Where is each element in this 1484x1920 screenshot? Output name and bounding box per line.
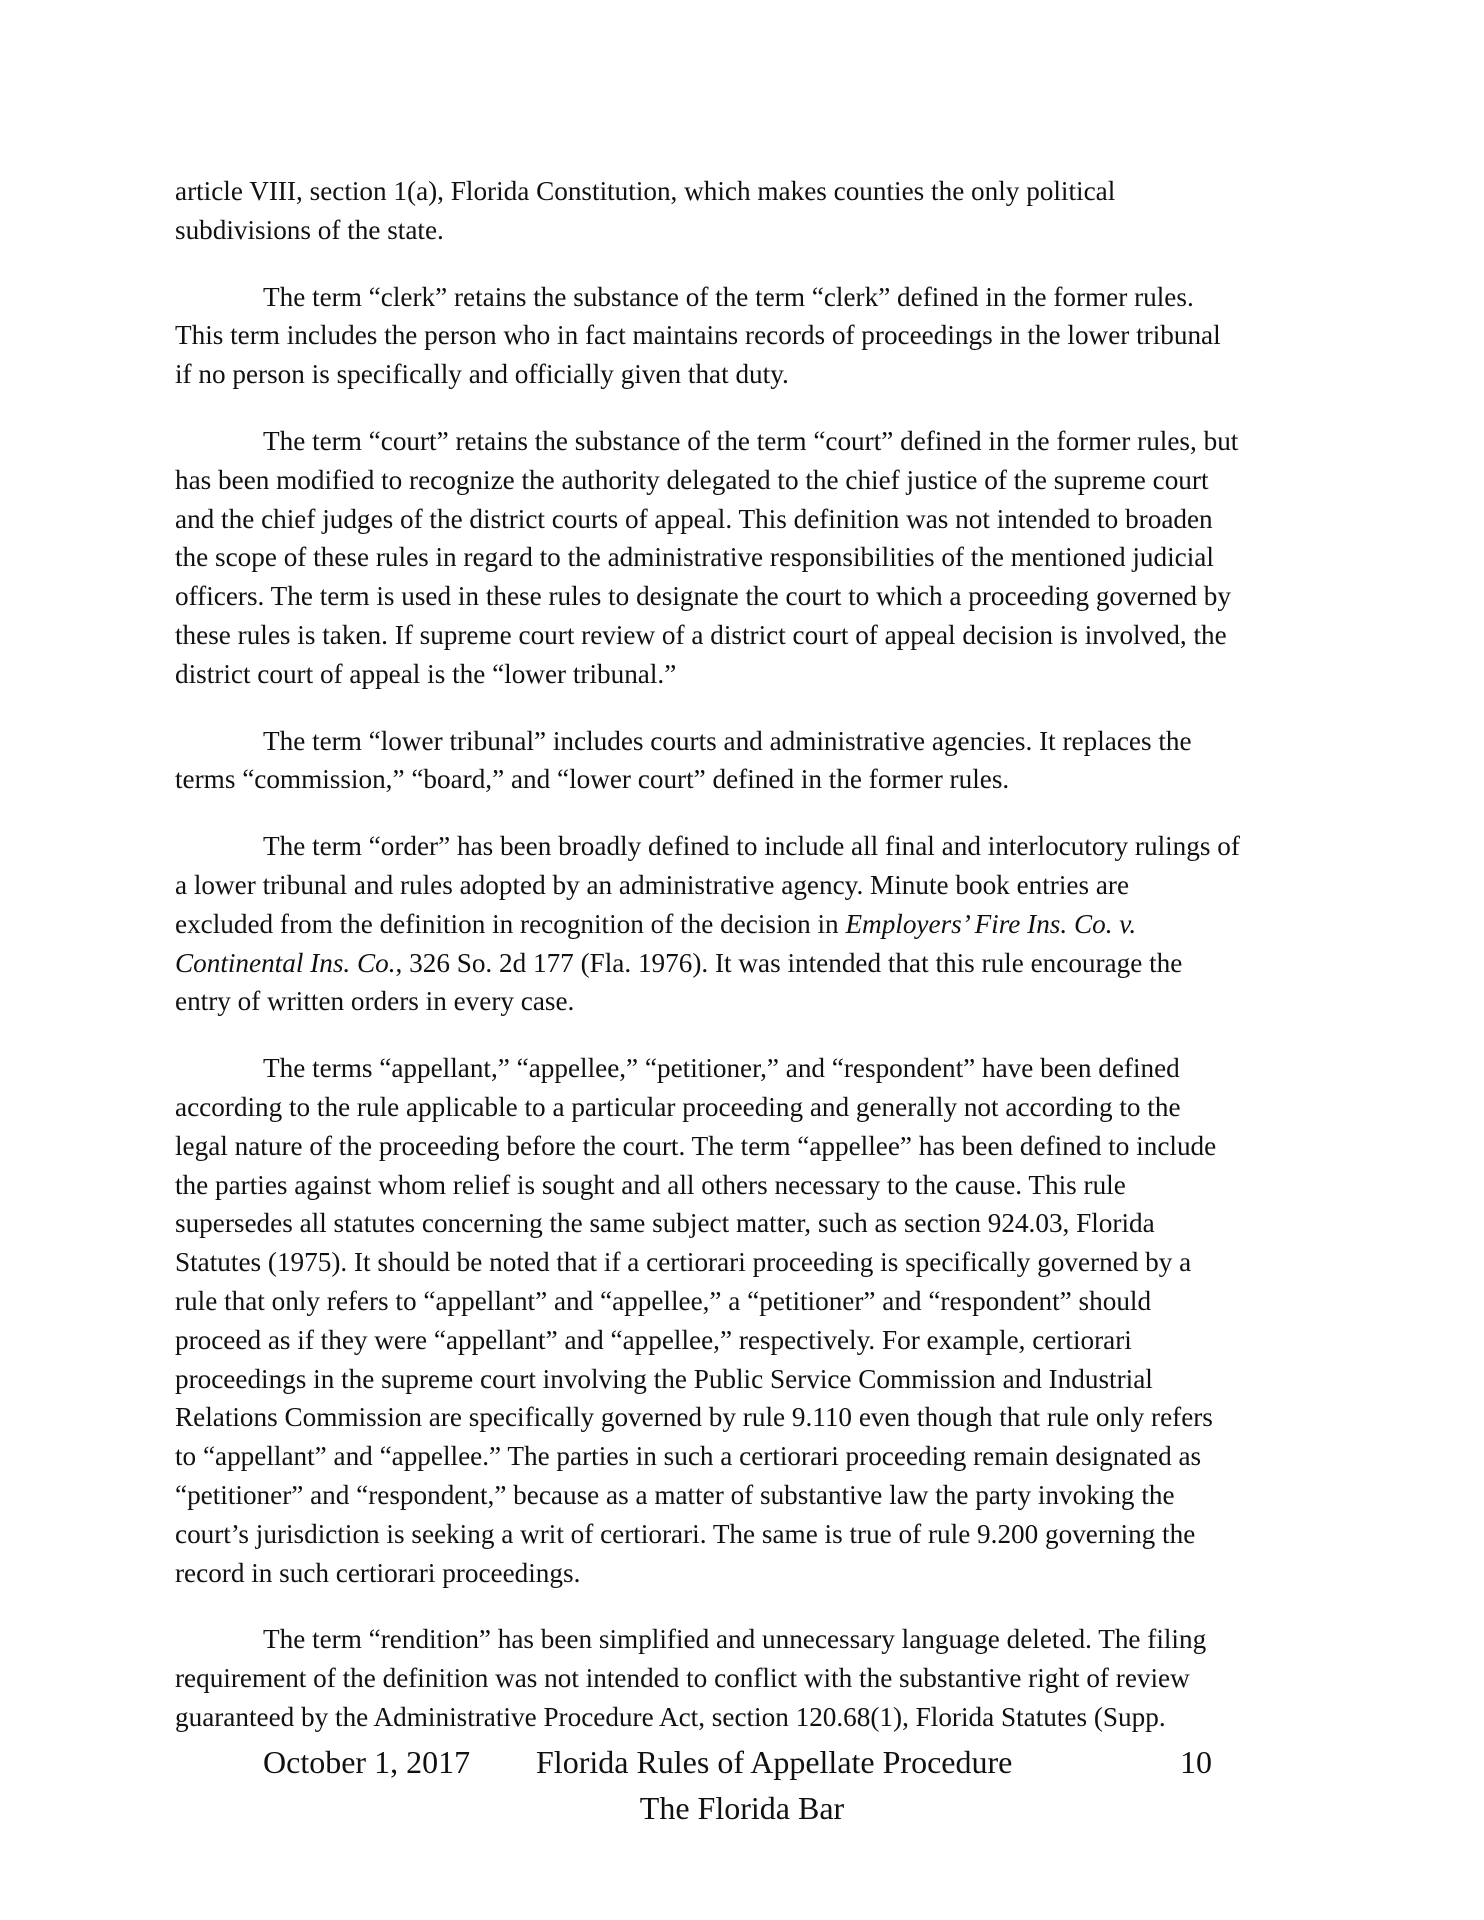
text-line: guaranteed by the Administrative Procedure Act, section 120.68(1), Florida Statutes (Supp. — [175, 1701, 1166, 1732]
text-line: article VIII, section 1(a), Florida Constitution, which makes counties the only political — [175, 176, 1116, 206]
text-line: court’s jurisdiction is seeking a writ of certiorari. The same is true of rule 9.200 governing the — [175, 1518, 1196, 1549]
text-line: proceedings in the supreme court involving the Public Service Commission and Industrial — [175, 1363, 1153, 1394]
text-line — [175, 905, 1325, 944]
text-line — [175, 944, 1325, 983]
text-line: proceed as if they were “appellant” and “appellee,” respectively. For example, certiorari — [175, 1324, 1132, 1355]
text-line: these rules is taken. If supreme court review of a district court of appeal decision is involved, the — [175, 619, 1227, 650]
case-citation: Continental Ins. Co. — [175, 947, 396, 978]
paragraph-court — [175, 422, 1325, 694]
page-number: 10 — [1180, 1744, 1212, 1780]
text-line: supersedes all statutes concerning the same subject matter, such as section 924.03, Florida — [175, 1208, 1155, 1239]
text-line: The term “lower tribunal” includes courts and administrative agencies. It replaces the — [263, 725, 1192, 756]
paragraph-rendition — [175, 1620, 1325, 1736]
text-line: requirement of the definition was not intended to conflict with the substantive right of review — [175, 1663, 1190, 1694]
document-body — [175, 172, 1325, 1765]
text-line: record in such certiorari proceedings. — [175, 1557, 581, 1588]
text-line: officers. The term is used in these rules to designate the court to which a proceeding governed by — [175, 581, 1231, 612]
text-line: The term “clerk” retains the substance of the term “clerk” defined in the former rules. — [263, 281, 1194, 312]
footer-date: October 1, 2017 — [263, 1744, 471, 1780]
text-line: The term “court” retains the substance of the term “court” defined in the former rules, but — [263, 425, 1239, 456]
text-line: district court of appeal is the “lower tribunal.” — [175, 658, 677, 689]
text-line: the parties against whom relief is sought and all others necessary to the cause. This rule — [175, 1169, 1126, 1200]
paragraph-article-viii — [175, 172, 1325, 250]
footer-title: Florida Rules of Appellate Procedure — [536, 1744, 1013, 1780]
text-line: the scope of these rules in regard to the administrative responsibilities of the mentioned judicial — [175, 542, 1214, 573]
text-line: “petitioner” and “respondent,” because as a matter of substantive law the party invoking the — [175, 1479, 1175, 1510]
text-line: The term “order” has been broadly defined to include all final and interlocutory rulings of — [263, 831, 1240, 862]
text-line: to “appellant” and “appellee.” The parties in such a certiorari proceeding remain designated as — [175, 1441, 1202, 1472]
text-line: a lower tribunal and rules adopted by an administrative agency. Minute book entries are — [175, 869, 1130, 900]
text-line: and the chief judges of the district courts of appeal. This definition was not intended to broaden — [175, 503, 1213, 534]
text-line: has been modified to recognize the authority delegated to the chief justice of the supreme court — [175, 464, 1209, 495]
text-line: Relations Commission are specifically governed by rule 9.110 even though that rule only refers — [175, 1402, 1213, 1433]
text-line: entry of written orders in every case. — [175, 986, 575, 1017]
text-segment: , 326 So. 2d 177 (Fla. 1976). It was intended that this rule encourage the — [395, 947, 1183, 978]
text-line: rule that only refers to “appellant” and “appellee,” a “petitioner” and “respondent” should — [175, 1285, 1152, 1316]
paragraph-order — [175, 827, 1325, 1021]
paragraph-lower-tribunal — [175, 722, 1325, 800]
footer-publisher: The Florida Bar — [639, 1790, 845, 1826]
text-line: according to the rule applicable to a particular proceeding and generally not according to the — [175, 1091, 1181, 1122]
text-line: Statutes (1975). It should be noted that if a certiorari proceeding is specifically governed by a — [175, 1247, 1192, 1278]
text-line: The terms “appellant,” “appellee,” “petitioner,” and “respondent” have been defined — [263, 1053, 1180, 1084]
paragraph-parties — [175, 1049, 1325, 1592]
case-citation: Employers’ Fire Ins. Co. v. — [845, 908, 1137, 939]
text-line: This term includes the person who in fact maintains records of proceedings in the lower tribunal — [175, 320, 1221, 351]
text-line: The term “rendition” has been simplified and unnecessary language deleted. The filing — [263, 1624, 1207, 1655]
text-line: subdivisions of the state. — [175, 214, 444, 245]
text-segment: excluded from the definition in recognition of the decision in — [175, 908, 846, 939]
text-line: if no person is specifically and officially given that duty. — [175, 359, 789, 390]
text-line: terms “commission,” “board,” and “lower court” defined in the former rules. — [175, 764, 1010, 795]
text-line: legal nature of the proceeding before the court. The term “appellee” has been defined to include — [175, 1130, 1217, 1161]
paragraph-clerk — [175, 278, 1325, 394]
